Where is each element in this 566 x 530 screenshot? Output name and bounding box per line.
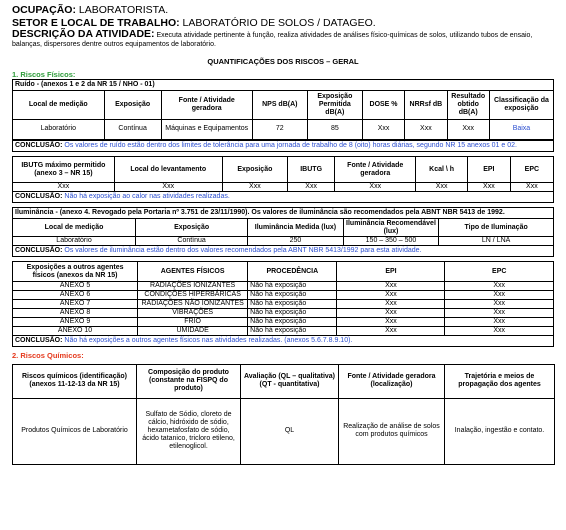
quimicos-data-row xyxy=(13,398,555,464)
ibutg-td: Xxx xyxy=(510,183,553,192)
outros-th: Exposições a outros agentes físicos (anexos da NR 15) xyxy=(13,262,138,282)
ruido-td: Xxx xyxy=(362,119,404,139)
outros-td: ANEXO 7 xyxy=(13,300,138,309)
iluminancia-td: 150 – 350 – 500 xyxy=(343,236,439,245)
section-title-quimicos: 2. Riscos Químicos: xyxy=(12,351,84,361)
iluminancia-box xyxy=(12,207,554,257)
outros-th: PROCEDÊNCIA xyxy=(248,262,337,282)
ruido-th: Fonte / Atividade geradora xyxy=(161,91,252,119)
outros-th: EPC xyxy=(445,262,553,282)
conclusao-text: Os valores de iluminância estão dentro dos valores recomendados pela ABNT NBR 5413/1992 para esta atividade. xyxy=(64,246,422,254)
outros-td: ANEXO 8 xyxy=(13,309,138,318)
ibutg-td: Xxx xyxy=(13,183,114,192)
iluminancia-td: 250 xyxy=(248,236,344,245)
ruido-td: Contínua xyxy=(104,119,161,139)
ibutg-td: Xxx xyxy=(335,183,416,192)
quimicos-table xyxy=(12,364,555,465)
quimicos-td: Sulfato de Sódio, cloreto de cálcio, hidróxido de sódio, hexametafosfato de sódio, ácido tatanico, tricloro etileno, etilenoglicol. xyxy=(137,398,241,464)
outros-td: Xxx xyxy=(337,309,445,318)
ibutg-box xyxy=(12,156,554,204)
ibutg-data-row xyxy=(13,183,553,192)
outros-data-row xyxy=(13,300,553,309)
ruido-th: Classificação da exposição xyxy=(489,91,553,119)
outros-td: ANEXO 10 xyxy=(13,327,138,336)
conclusao-label: CONCLUSÃO: xyxy=(15,141,63,149)
quimicos-th: Avaliação (QL – qualitativa) (QT - quantitativa) xyxy=(241,364,339,398)
iluminancia-td: Contínua xyxy=(136,236,248,245)
ruido-td: Laboratório xyxy=(13,119,104,139)
outros-td: Não há exposição xyxy=(248,318,337,327)
iluminancia-th: Iluminância Recomendável (lux) xyxy=(343,219,439,236)
quimicos-th: Fonte / Atividade geradora (localização) xyxy=(339,364,445,398)
outros-td: Xxx xyxy=(445,300,553,309)
ibutg-header-row xyxy=(13,157,553,183)
ruido-th: NRRsf dB xyxy=(405,91,447,119)
ibutg-th: IBUTG máximo permitido (anexo 3 – NR 15) xyxy=(13,157,114,183)
iluminancia-conclusao xyxy=(13,246,553,256)
outros-td: Xxx xyxy=(337,318,445,327)
outros-td: Xxx xyxy=(445,291,553,300)
ruido-th: NPS dB(A) xyxy=(252,91,307,119)
ruido-data-row xyxy=(13,119,553,139)
iluminancia-header-row xyxy=(13,219,553,236)
outros-th: AGENTES FÍSICOS xyxy=(138,262,248,282)
iluminancia-th: Iluminância Medida (lux) xyxy=(248,219,344,236)
outros-header-row xyxy=(13,262,553,282)
ibutg-th: EPC xyxy=(510,157,553,183)
quimicos-th: Composição do produto (constante na FISPQ do produto) xyxy=(137,364,241,398)
outros-td: UMIDADE xyxy=(138,327,248,336)
iluminancia-td: Laboratório xyxy=(13,236,136,245)
outros-td: ANEXO 6 xyxy=(13,291,138,300)
section-title-fisicos: 1. Riscos Físicos: xyxy=(12,69,76,79)
outros-td: RADIAÇÕES IONIZANTES xyxy=(138,282,248,291)
iluminancia-th: Exposição xyxy=(136,219,248,236)
iluminancia-data-row xyxy=(13,236,553,245)
ruido-th: Exposição Permitida dB(A) xyxy=(307,91,362,119)
ruido-th: Resultado obtido dB(A) xyxy=(447,91,489,119)
ibutg-th: Kcal \ h xyxy=(416,157,468,183)
ruido-td: Máquinas e Equipamentos xyxy=(161,119,252,139)
ibutg-th: Local do levantamento xyxy=(114,157,222,183)
ruido-th: Local de medição xyxy=(13,91,104,119)
ibutg-td: Xxx xyxy=(468,183,511,192)
ibutg-td: Xxx xyxy=(416,183,468,192)
outros-th: EPI xyxy=(337,262,445,282)
ibutg-th: IBUTG xyxy=(288,157,335,183)
quimicos-td: Inalação, ingestão e contato. xyxy=(445,398,555,464)
ocupacao-label: OCUPAÇÃO: xyxy=(12,4,76,16)
quimicos-th: Riscos químicos (identificação) (anexos 11-12-13 da NR 15) xyxy=(13,364,137,398)
ibutg-th: EPI xyxy=(468,157,511,183)
outros-td: CONDIÇÕES HIPERBÁRICAS xyxy=(138,291,248,300)
ruido-td: Xxx xyxy=(447,119,489,139)
outros-td: ANEXO 9 xyxy=(13,318,138,327)
setor-label: SETOR E LOCAL DE TRABALHO: xyxy=(12,17,180,29)
outros-td: Não há exposição xyxy=(248,300,337,309)
outros-td: FRIO xyxy=(138,318,248,327)
ruido-td: 85 xyxy=(307,119,362,139)
iluminancia-th: Local de medição xyxy=(13,219,136,236)
outros-td: Não há exposição xyxy=(248,309,337,318)
ruido-header-row xyxy=(13,91,553,119)
ibutg-td: Xxx xyxy=(288,183,335,192)
ruido-td: 72 xyxy=(252,119,307,139)
descricao-label: DESCRIÇÃO DA ATIVIDADE: xyxy=(12,28,155,40)
quimicos-th: Trajetória e meios de propagação dos agentes xyxy=(445,364,555,398)
outros-td: RADIAÇÕES NÃO IONIZANTES xyxy=(138,300,248,309)
ruido-th: DOSE % xyxy=(362,91,404,119)
quimicos-header-row xyxy=(13,364,555,398)
outros-td: ANEXO 5 xyxy=(13,282,138,291)
ibutg-td: Xxx xyxy=(114,183,222,192)
ruido-td: Xxx xyxy=(405,119,447,139)
ruido-table xyxy=(13,91,553,140)
ibutg-conclusao xyxy=(13,192,553,202)
iluminancia-table xyxy=(13,219,553,246)
ibutg-th: Fonte / Atividade geradora xyxy=(335,157,416,183)
outros-td: Xxx xyxy=(445,318,553,327)
outros-td: Não há exposição xyxy=(248,327,337,336)
outros-data-row xyxy=(13,309,553,318)
outros-agentes-box xyxy=(12,261,554,348)
quimicos-td: Produtos Químicos de Laboratório xyxy=(13,398,137,464)
outros-td: Xxx xyxy=(337,291,445,300)
outros-td: Xxx xyxy=(337,282,445,291)
outros-data-row xyxy=(13,318,553,327)
outros-td: Não há exposição xyxy=(248,282,337,291)
outros-agentes-table xyxy=(13,262,553,337)
ibutg-td: Xxx xyxy=(222,183,287,192)
ruido-box xyxy=(12,79,554,152)
ruido-title: Ruído - (anexos 1 e 2 da NR 15 / NHO - 01) xyxy=(13,80,553,91)
outros-td: Xxx xyxy=(445,309,553,318)
outros-td: Xxx xyxy=(445,327,553,336)
setor-value: LABORATÓRIO DE SOLOS / DATAGEO. xyxy=(182,17,376,29)
conclusao-text: Os valores de ruído estão dentro dos limites de tolerância para uma jornada de trabalho de 8 (oito) horas diárias, segundo NR 15 anexos 01 e 02. xyxy=(64,141,517,149)
quimicos-td: QL xyxy=(241,398,339,464)
iluminancia-th: Tipo de Iluminação xyxy=(439,219,553,236)
conclusao-label: CONCLUSÃO: xyxy=(15,337,63,345)
iluminancia-title: Iluminância - (anexo 4. Revogado pela Portaria nº 3.751 de 23/11/1990). Os valores de iluminância são recomendados pela ABNT NBR 5413 de 1992. xyxy=(13,208,553,219)
conclusao-label: CONCLUSÃO: xyxy=(15,246,63,254)
descricao-value: Executa atividade pertinente à função, realiza atividades de análises físico-químicas de solos, utilizando tubos de ensaio, balanças, dispersores dentre outros equipamentos de laboratório. xyxy=(12,32,533,48)
ocupacao-line xyxy=(12,4,554,17)
conclusao-label: CONCLUSÃO: xyxy=(15,193,63,201)
ruido-classificacao: Baixa xyxy=(489,119,553,139)
outros-data-row xyxy=(13,291,553,300)
iluminancia-td: LN / LNA xyxy=(439,236,553,245)
outros-data-row xyxy=(13,327,553,336)
conclusao-text: Não há exposições a outros agentes físicos nas atividades realizadas. (anexos 5.6.7.8.9.10). xyxy=(64,337,353,345)
outros-td: Não há exposição xyxy=(248,291,337,300)
conclusao-text: Não há exposição ao calor nas atividades realizadas. xyxy=(64,193,230,201)
ruido-th: Exposição xyxy=(104,91,161,119)
outros-td: Xxx xyxy=(337,327,445,336)
outros-td: Xxx xyxy=(445,282,553,291)
outros-data-row xyxy=(13,282,553,291)
quimicos-td: Realização de análise de solos com produtos químicos xyxy=(339,398,445,464)
outros-td: VIBRAÇÕES xyxy=(138,309,248,318)
ruido-conclusao xyxy=(13,140,553,151)
descricao-line xyxy=(12,30,554,49)
ocupacao-value: LABORATORISTA. xyxy=(78,4,169,16)
main-title: QUANTIFICAÇÕES DOS RISCOS – GERAL xyxy=(207,57,359,66)
outros-td: Xxx xyxy=(337,300,445,309)
ibutg-th: Exposição xyxy=(222,157,287,183)
ibutg-table xyxy=(13,157,553,193)
outros-conclusao xyxy=(13,336,553,346)
